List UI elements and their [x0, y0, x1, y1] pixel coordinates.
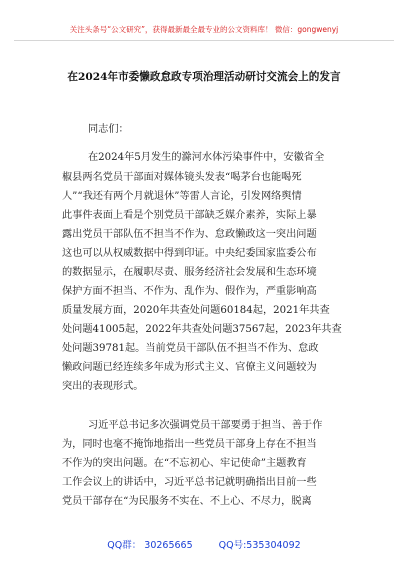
header-banner: 关注头条号“公文研究”，获得最新最全最专业的公文资料库！ 微信：gongwenyj	[69, 25, 339, 34]
paragraph-line: 处问题41005起，2022年共查处问题37567起，2023年共查	[62, 324, 342, 335]
paragraph-line: 懒政问题已经连续多年成为形式主义、官僚主义问题较为	[62, 362, 317, 373]
paragraph-line: 保护方面不担当、不作为、乱作为、假作为，严重影响高	[62, 286, 317, 297]
header-divider	[14, 40, 394, 41]
paragraph-line: 突出的表现形式。	[62, 381, 144, 392]
paragraph-line: 质量发展方面，2020年共查处问题60184起，2021年共查	[62, 305, 330, 316]
document-title: 在2024年市委懒政怠政专项治理活动研讨交流会上的发言	[67, 71, 341, 83]
paragraph-line: 露出党员干部队伍不担当不作为、怠政懒政这一突出问题	[62, 229, 317, 240]
paragraph-line: 的数据显示，在履职尽责、服务经济社会发展和生态环境	[62, 267, 317, 278]
paragraph-line: 此事件表面上看是个别党员干部缺乏媒介素养，实际上暴	[62, 210, 317, 221]
salutation: 同志们：	[88, 124, 129, 135]
paragraph-line: 在2024年5月发生的滁河水体污染事件中，安徽省全	[88, 152, 325, 163]
paragraph-line: 人”“我还有两个月就退休”等雷人言论，引发网络舆情	[62, 191, 302, 202]
paragraph-line: 习近平总书记多次强调党员干部要勇于担当、善于作	[88, 420, 323, 431]
paragraph-line: 不作为的突出问题。在“不忘初心、牢记使命”主题教育	[62, 458, 307, 469]
footer-qq-group: QQ群： 30265665	[107, 540, 193, 551]
paragraph-line: 为，同时也毫不掩饰地指出一些党员干部身上存在不担当	[62, 439, 317, 450]
paragraph-line: 党员干部存在“为民服务不实在、不上心、不尽力，脱离	[62, 496, 312, 507]
paragraph-line: 工作会议上的讲话中，习近平总书记就明确指出目前一些	[62, 477, 317, 488]
footer-contact	[0, 537, 408, 551]
paragraph-line: 处问题39781起。当前党员干部队伍不担当不作为、怠政	[62, 343, 319, 354]
footer-qq-number: QQ号:535304092	[218, 540, 301, 551]
paragraph-line: 这也可以从权威数据中得到印证。中央纪委国家监委公布	[62, 248, 317, 259]
paragraph-line: 椒县两名党员干部面对媒体镜头发表“喝茅台也能喝死	[62, 172, 302, 183]
